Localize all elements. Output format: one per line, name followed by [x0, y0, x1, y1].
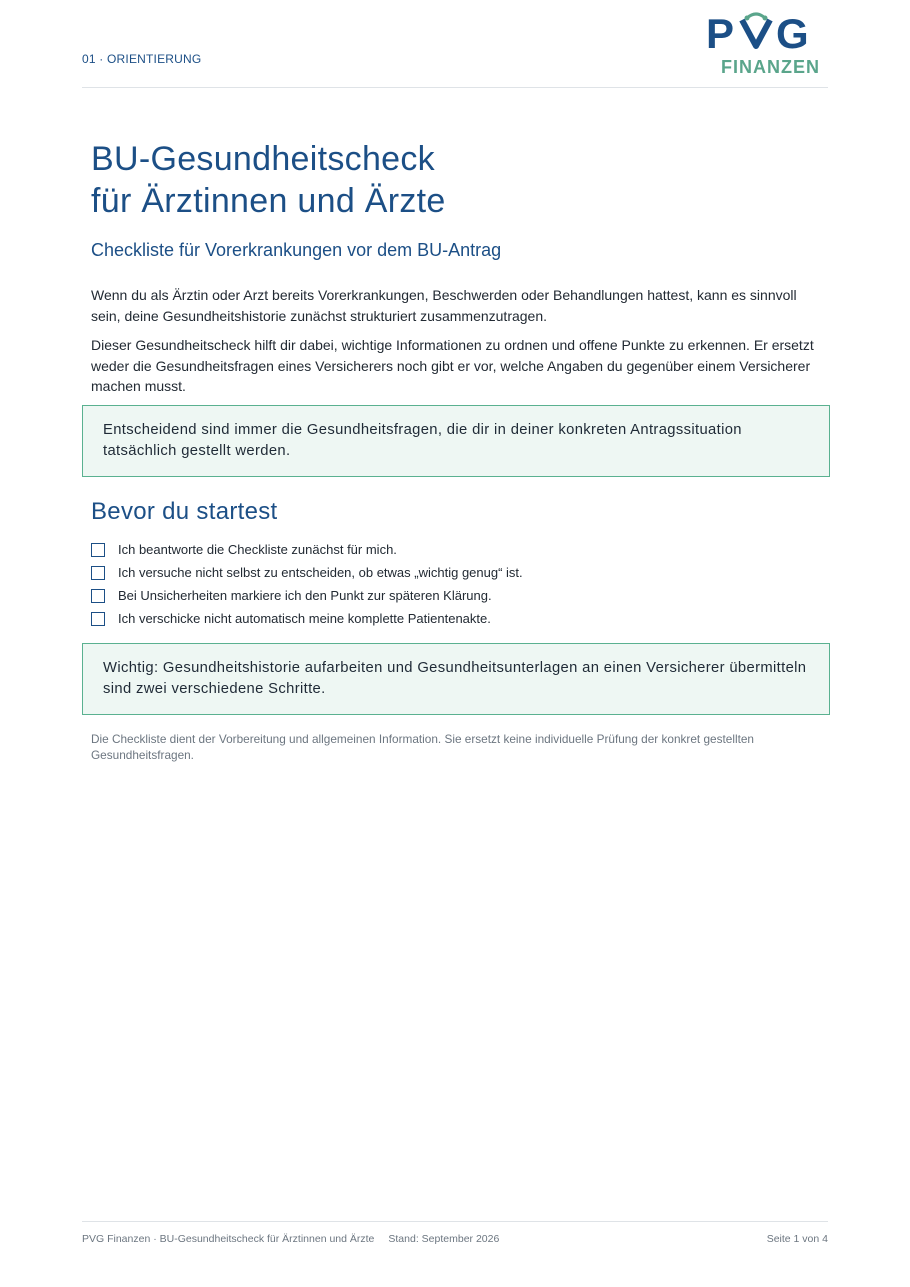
checklist-item [91, 538, 523, 561]
page-number: Seite 1 von 4 [766, 1233, 828, 1245]
checklist-item-label: Bei Unsicherheiten markiere ich den Punkt zur späteren Klärung. [118, 588, 492, 603]
checkbox[interactable] [91, 612, 105, 626]
pvg-finanzen-logo [706, 12, 820, 78]
footer-document-title: PVG Finanzen · BU-Gesundheitscheck für Ärztinnen und Ärzte [82, 1233, 375, 1245]
footer-date: Stand: September 2026 [388, 1233, 500, 1245]
title-line-2: für Ärztinnen und Ärzte [91, 182, 446, 220]
checklist-item-label: Ich verschicke nicht automatisch meine komplette Patientenakte. [118, 611, 491, 626]
page-footer [82, 1221, 828, 1245]
checklist-item [91, 561, 523, 584]
intro-paragraph-1: Wenn du als Ärztin oder Arzt bereits Vorerkrankungen, Beschwerden oder Behandlungen hattest, kann es sinnvoll sein, deine Gesundheitshistorie zunächst strukturiert zusammenzutragen. [91, 287, 797, 324]
title-line-1: BU-Gesundheitscheck [91, 140, 435, 178]
intro-paragraph-2: Dieser Gesundheitscheck hilft dir dabei, wichtige Informationen zu ordnen und offene Punkte zu erkennen. Er ersetzt weder die Gesundheitsfragen eines Versicherers noch gibt er vor, welche Angaben du gegenüber einem Versicherer machen musst. [91, 337, 814, 394]
checklist-item [91, 584, 523, 607]
important-callout: Wichtig: Gesundheitshistorie aufarbeiten und Gesundheitsunterlagen an einen Versicherer übermitteln sind zwei verschiedene Schritte. [82, 643, 830, 715]
footer-left [82, 1233, 499, 1245]
page-title [91, 138, 446, 222]
checklist-item-label: Ich beantworte die Checkliste zunächst für mich. [118, 542, 397, 557]
checkbox[interactable] [91, 566, 105, 580]
before-start-checklist [91, 538, 523, 630]
checklist-item [91, 607, 523, 630]
checklist-item-label: Ich versuche nicht selbst zu entscheiden, ob etwas „wichtig genug“ ist. [118, 565, 523, 580]
logo-wordmark: FINANZEN [721, 57, 820, 77]
stethoscope-v-icon [706, 12, 820, 52]
checkbox[interactable] [91, 589, 105, 603]
disclaimer-text: Die Checkliste dient der Vorbereitung und allgemeinen Information. Sie ersetzt keine individuelle Prüfung der konkret gestellten Gesundheitsfragen. [91, 732, 754, 762]
info-callout: Entscheidend sind immer die Gesundheitsfragen, die dir in deiner konkreten Antragssituation tatsächlich gestellt werden. [82, 405, 830, 477]
page-subtitle: Checkliste für Vorerkrankungen vor dem BU-Antrag [91, 240, 502, 260]
svg-text:G: G [776, 12, 809, 52]
svg-text:P: P [706, 12, 735, 52]
checkbox[interactable] [91, 543, 105, 557]
section-heading-before-start: Bevor du startest [91, 498, 278, 525]
page-header [82, 0, 828, 88]
section-label: 01 · ORIENTIERUNG [82, 52, 202, 66]
